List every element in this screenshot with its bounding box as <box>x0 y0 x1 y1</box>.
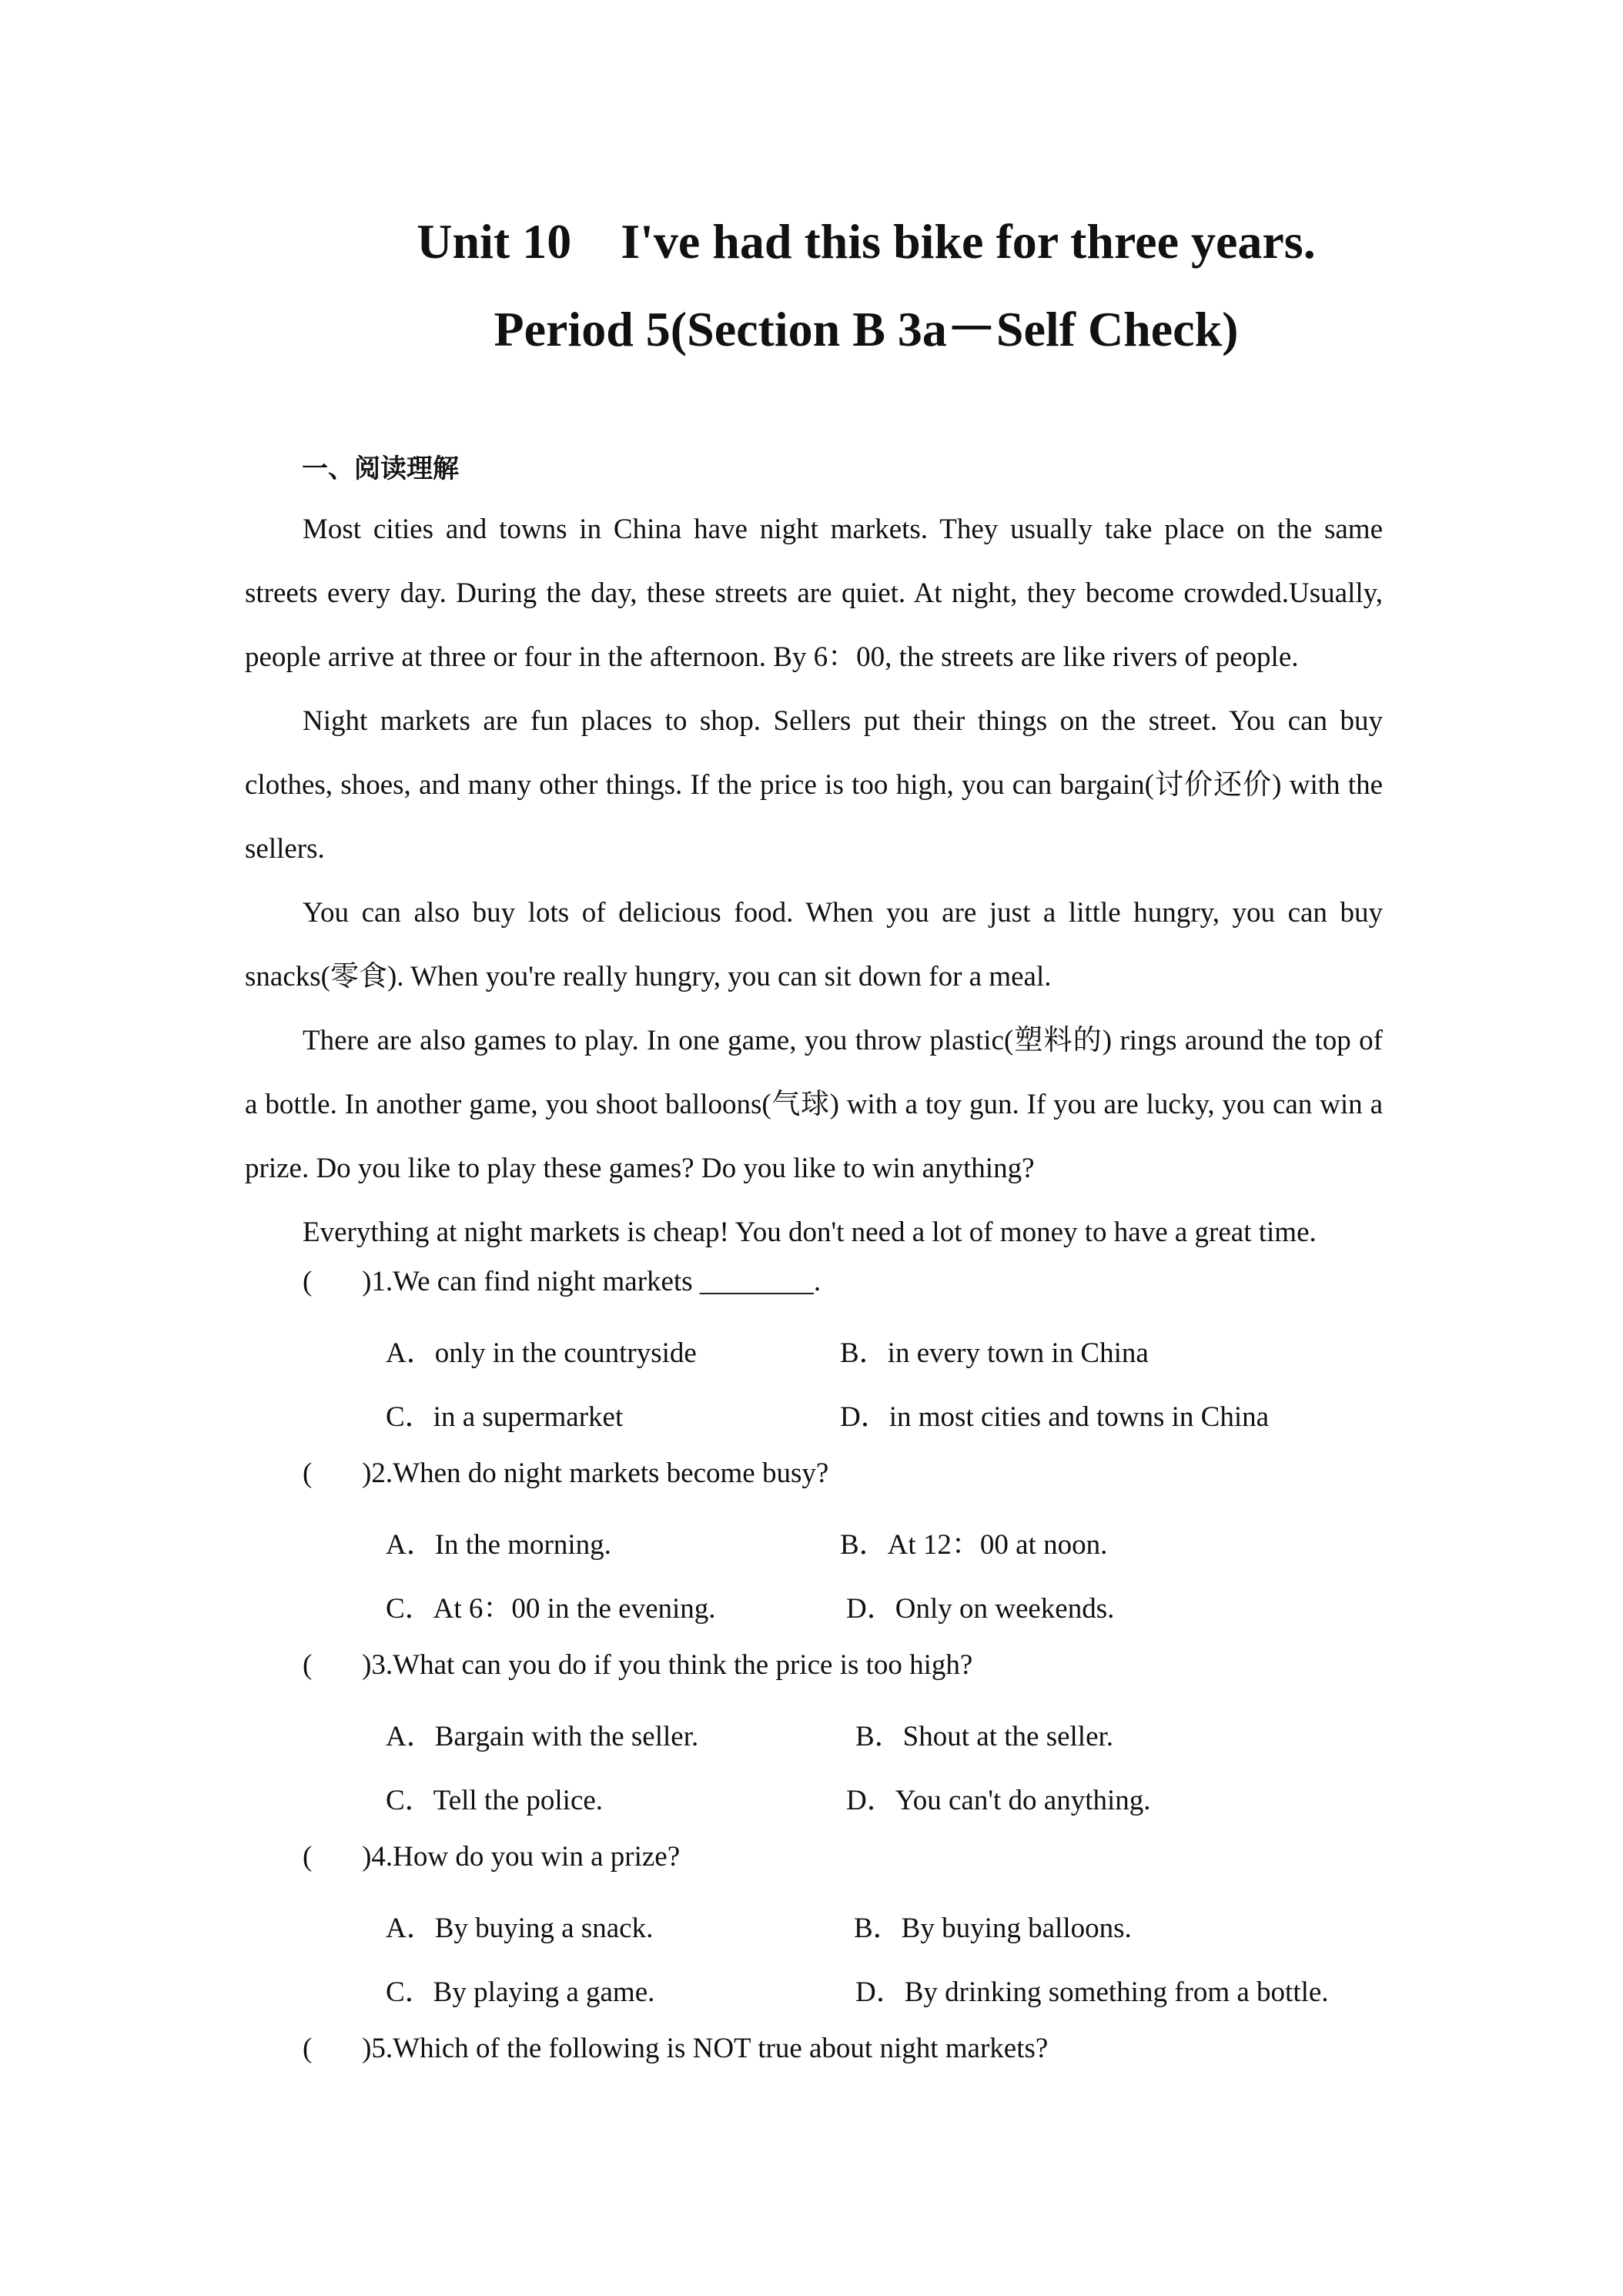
page-subtitle: Period 5(Section B 3a－Self Check) <box>494 302 1239 356</box>
question-3-option-b[interactable]: B．Shout at the seller. <box>855 1721 1114 1752</box>
question-2-option-c[interactable]: C．At 6：00 in the evening. <box>386 1593 716 1625</box>
question-2-option-d[interactable]: D．Only on weekends. <box>846 1593 1115 1625</box>
question-1-option-a[interactable]: A．only in the countryside <box>386 1337 697 1369</box>
question-4-stem: ( )4.How do you win a prize? <box>303 1841 681 1873</box>
reading-passage <box>245 497 1383 1264</box>
question-3-option-c[interactable]: C．Tell the police. <box>386 1785 604 1816</box>
question-2-option-a[interactable]: A．In the morning. <box>386 1529 611 1561</box>
question-4-option-a[interactable]: A．By buying a snack. <box>386 1913 654 1944</box>
question-3-option-d[interactable]: D．You can't do anything. <box>846 1785 1151 1816</box>
question-1-option-b[interactable]: B．in every town in China <box>840 1337 1149 1369</box>
question-4-option-b[interactable]: B．By buying balloons. <box>854 1913 1132 1944</box>
passage-paragraph: Everything at night markets is cheap! You don't need a lot of money to have a great time. <box>303 1217 1317 1248</box>
passage-paragraph: There are also games to play. In one game, you throw plastic(塑料的) rings around the top of a bottle. In another game, you shoot balloons(气球) with a toy gun. If you are lucky, you can win a prize. Do you like to play these games? Do you like to win anything? <box>245 1025 1383 1184</box>
passage-paragraph: Most cities and towns in China have night markets. They usually take place on the same streets every day. During the day, these streets are quiet. At night, they become crowded.Usually, people arrive at three or four in the afternoon. By 6：00, the streets are like rivers of people. <box>245 514 1383 673</box>
question-2-option-b[interactable]: B．At 12：00 at noon. <box>840 1529 1108 1561</box>
question-2-stem: ( )2.When do night markets become busy? <box>303 1458 829 1489</box>
passage-paragraph: You can also buy lots of delicious food. When you are just a little hungry, you can buy snacks(零食). When you're really hungry, you can sit down for a meal. <box>245 897 1383 992</box>
question-4-option-d[interactable]: D．By drinking something from a bottle. <box>855 1976 1329 2008</box>
section-heading: 一、阅读理解 <box>302 454 459 484</box>
question-1-option-d[interactable]: D．in most cities and towns in China <box>840 1401 1270 1433</box>
passage-paragraph: Night markets are fun places to shop. Sellers put their things on the street. You can buy clothes, shoes, and many other things. If the price is too high, you can bargain(讨价还价) with the sellers. <box>245 705 1383 865</box>
question-3-stem: ( )3.What can you do if you think the price is too high? <box>303 1649 973 1681</box>
page-title: Unit 10 I've had this bike for three years. <box>417 214 1316 269</box>
question-1-option-c[interactable]: C．in a supermarket <box>386 1401 624 1433</box>
question-4-option-c[interactable]: C．By playing a game. <box>386 1976 655 2008</box>
question-1-stem: ( )1.We can find night markets ________. <box>303 1266 822 1297</box>
question-3-option-a[interactable]: A．Bargain with the seller. <box>386 1721 699 1752</box>
question-5-stem: ( )5.Which of the following is NOT true about night markets? <box>303 2033 1049 2064</box>
